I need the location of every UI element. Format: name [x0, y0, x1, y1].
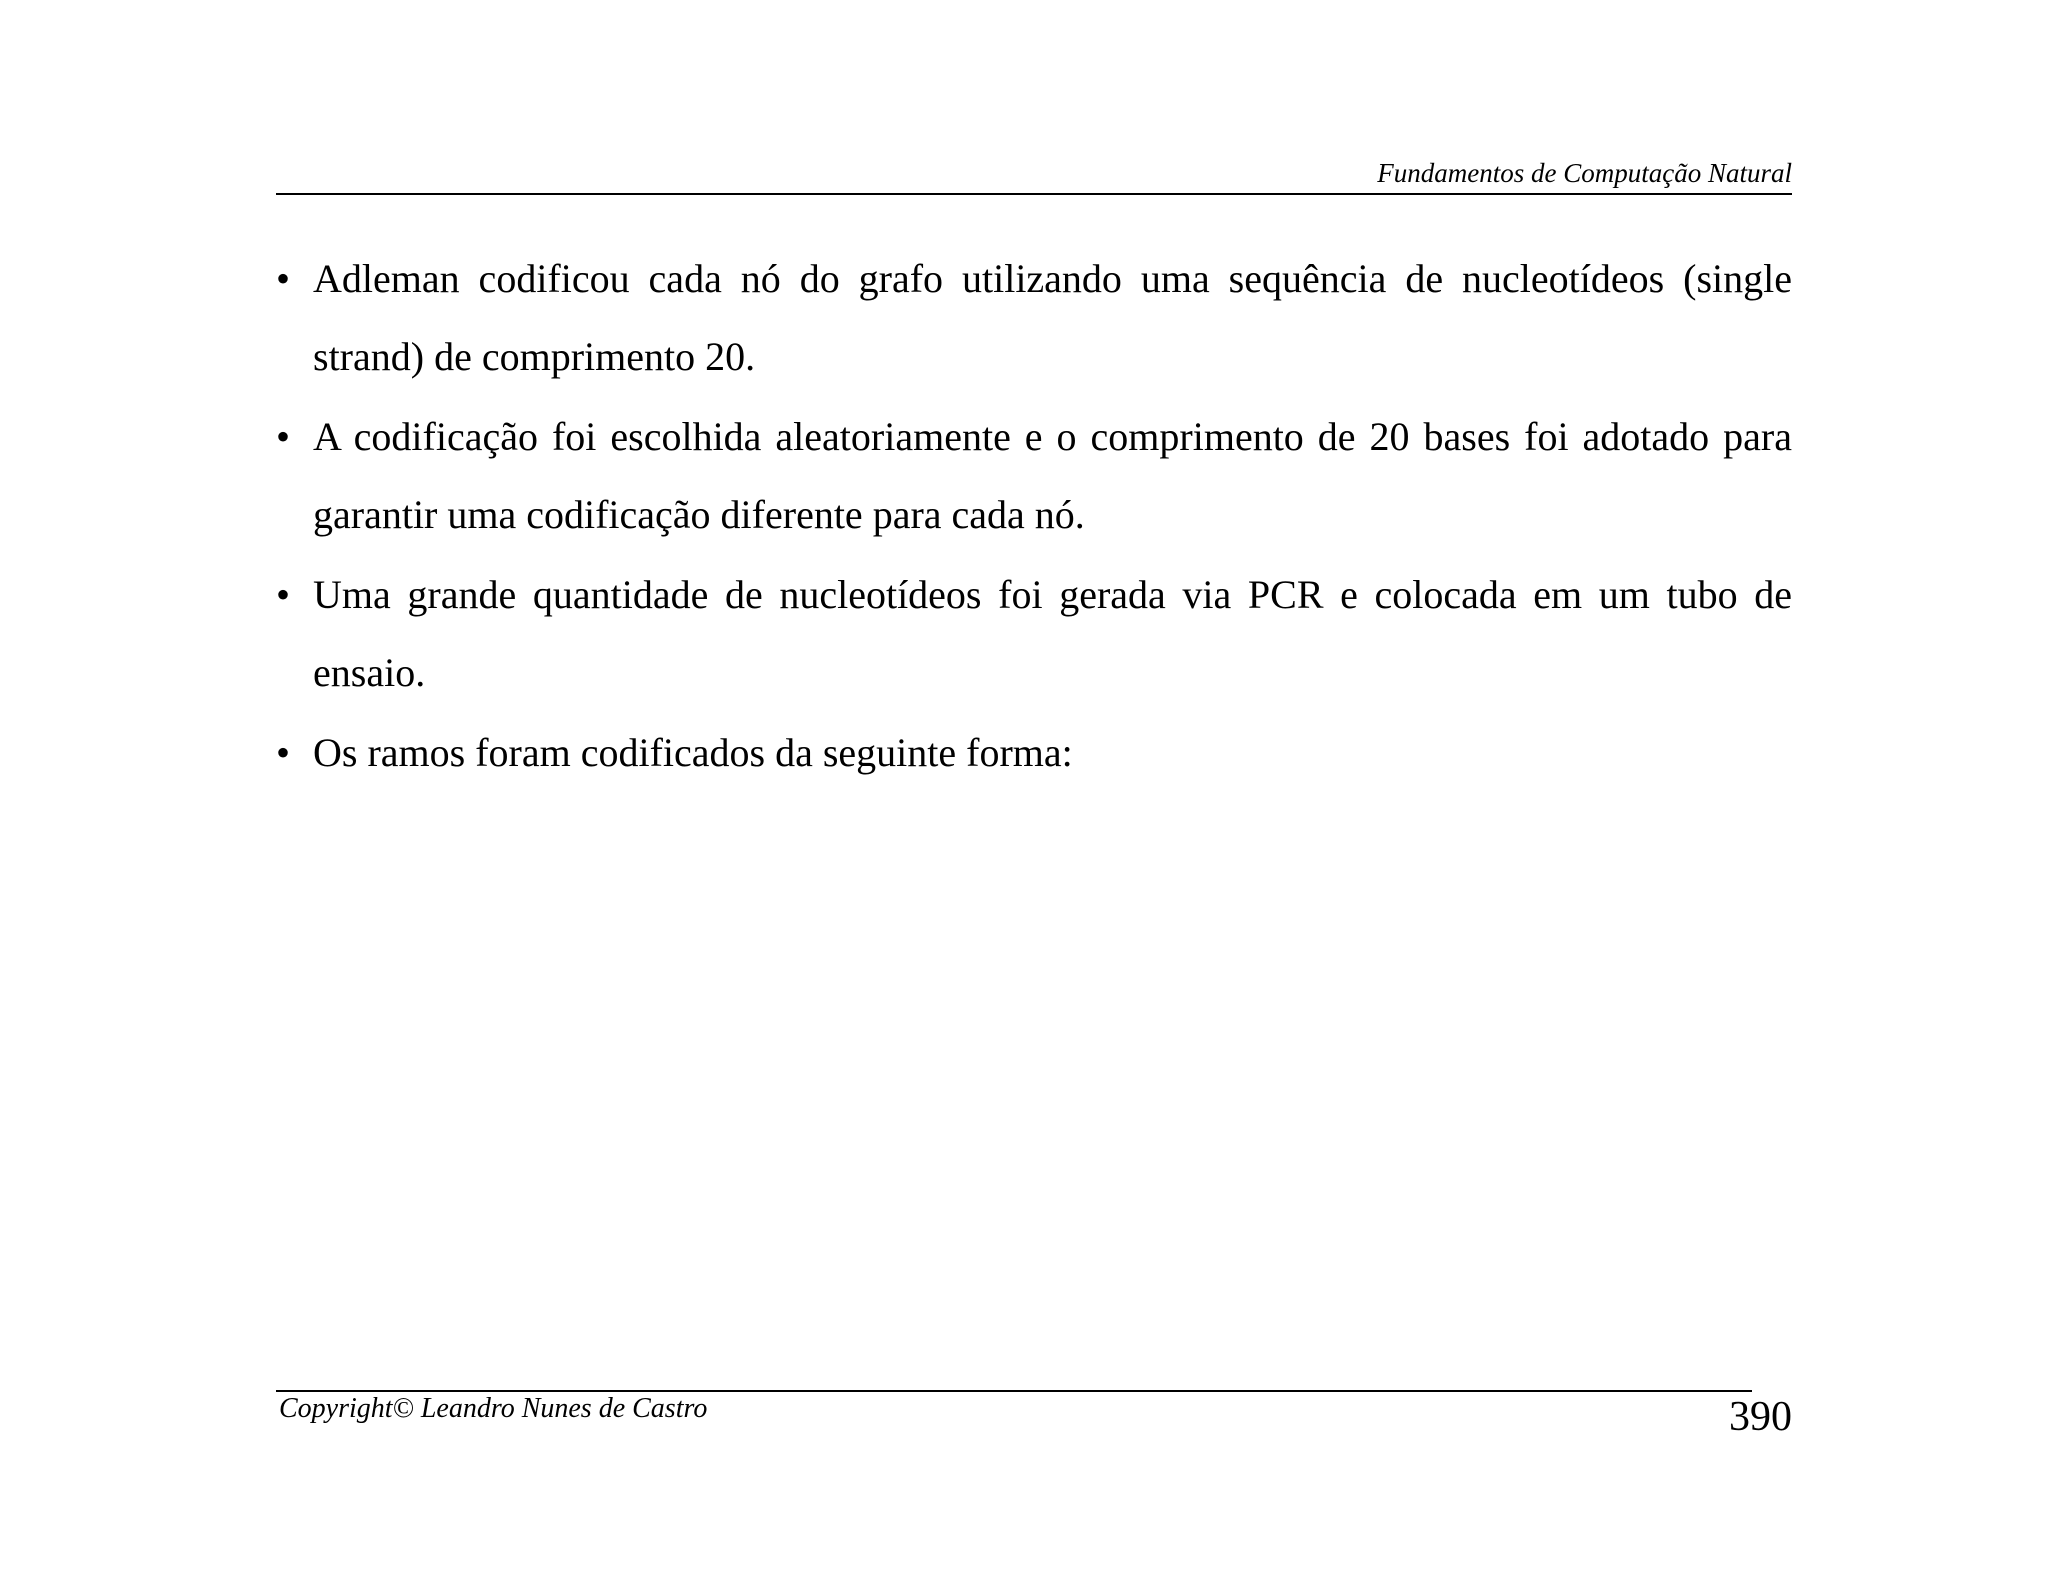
- bullet-text: Adleman codificou cada nó do grafo utilizando uma sequência de nucleotídeos (single strand) de comprimento 20.: [313, 256, 1792, 379]
- bullet-text: Uma grande quantidade de nucleotídeos foi gerada via PCR e colocada em um tubo de ensaio.: [313, 572, 1792, 695]
- bullet-text: A codificação foi escolhida aleatoriamente e o comprimento de 20 bases foi adotado para garantir uma codificação diferente para cada nó.: [313, 414, 1792, 537]
- footer-copyright: Copyright© Leandro Nunes de Castro: [279, 1393, 708, 1424]
- bullet-item: [276, 556, 1792, 712]
- bullet-list: [276, 240, 1792, 794]
- bullet-text: Os ramos foram codificados da seguinte forma:: [313, 730, 1073, 775]
- bullet-item: [276, 240, 1792, 396]
- bullet-icon: •: [276, 256, 291, 301]
- bullet-item: [276, 714, 1792, 792]
- page-number: 390: [1729, 1394, 1792, 1440]
- bullet-icon: •: [276, 572, 291, 617]
- bullet-item: [276, 398, 1792, 554]
- bullet-icon: •: [276, 414, 291, 459]
- running-header-title: Fundamentos de Computação Natural: [1377, 158, 1792, 188]
- bullet-icon: •: [276, 730, 291, 775]
- header-divider: [276, 193, 1792, 195]
